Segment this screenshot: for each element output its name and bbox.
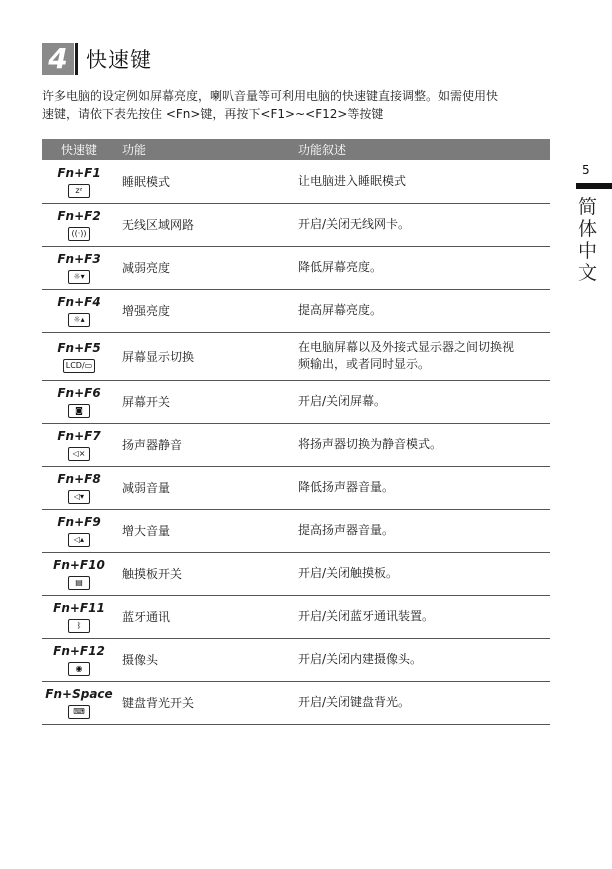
table-row: [42, 203, 550, 246]
hotkey-combo: Fn+F1: [57, 165, 101, 180]
hotkey-combo: Fn+F6: [57, 386, 101, 400]
mute-icon: ◁×: [68, 447, 90, 461]
header-hotkey: 快速键: [42, 139, 116, 160]
side-tab-bar: [576, 183, 612, 189]
function-cell: 扬声器静音: [116, 423, 292, 466]
wireless-icon: ((·)): [68, 227, 90, 241]
description-cell: 开启/关闭无线网卡。: [292, 203, 550, 246]
function-cell: 屏幕显示切换: [116, 332, 292, 380]
table-row: [42, 423, 550, 466]
hotkey-combo: Fn+F5: [57, 340, 101, 355]
hotkey-cell: [42, 203, 116, 246]
description-cell: 开启/关闭内建摄像头。: [292, 638, 550, 681]
sleep-icon: zᶻ: [68, 184, 90, 198]
function-cell: 摄像头: [116, 638, 292, 681]
table-row: [42, 509, 550, 552]
hotkey-cell: [42, 289, 116, 332]
function-cell: 蓝牙通讯: [116, 595, 292, 638]
bluetooth-icon: ᛒ: [68, 619, 90, 633]
description-cell: 让电脑进入睡眠模式: [292, 160, 550, 203]
function-cell: 屏幕开关: [116, 380, 292, 423]
table-row: [42, 681, 550, 724]
hotkey-combo: Fn+F9: [57, 515, 101, 529]
description-cell: 提高屏幕亮度。: [292, 289, 550, 332]
hotkey-combo: Fn+F4: [57, 295, 101, 309]
hotkey-combo: Fn+F7: [57, 429, 101, 443]
hotkey-combo: Fn+F2: [57, 209, 101, 223]
language-label: 简体中文: [578, 196, 598, 284]
table-row: [42, 466, 550, 509]
function-cell: 触摸板开关: [116, 552, 292, 595]
function-cell: 睡眠模式: [116, 160, 292, 203]
description-cell: [292, 332, 550, 380]
hotkey-cell: [42, 638, 116, 681]
function-cell: 减弱亮度: [116, 246, 292, 289]
hotkey-combo: Fn+F11: [53, 601, 105, 615]
description-line-2: 频输出，或者同时显示。: [298, 357, 431, 371]
table-row: [42, 332, 550, 380]
hotkey-cell: [42, 423, 116, 466]
table-header-row: [42, 139, 550, 160]
camera-icon: ◉: [68, 662, 90, 676]
brightness-up-icon: ☼▴: [68, 313, 90, 327]
hotkey-cell: [42, 595, 116, 638]
hotkey-cell: [42, 332, 116, 380]
section-title: 快速键: [86, 48, 152, 72]
table-row: [42, 638, 550, 681]
hotkey-combo: Fn+F3: [57, 252, 101, 266]
hotkey-cell: [42, 380, 116, 423]
intro-line-2: 速键，请依下表先按住 <Fn>键，再按下<F1>~<F12>等按键: [42, 107, 384, 121]
function-cell: 增大音量: [116, 509, 292, 552]
table-row: [42, 160, 550, 203]
description-cell: 开启/关闭键盘背光。: [292, 681, 550, 724]
section-number: 4: [48, 42, 68, 75]
table-row: [42, 552, 550, 595]
volume-down-icon: ◁▾: [68, 490, 90, 504]
table-row: [42, 289, 550, 332]
description-cell: 开启/关闭触摸板。: [292, 552, 550, 595]
hotkey-combo: Fn+F8: [57, 472, 101, 486]
function-cell: 键盘背光开关: [116, 681, 292, 724]
description-cell: 降低屏幕亮度。: [292, 246, 550, 289]
hotkey-combo: Fn+F12: [53, 644, 105, 658]
description-cell: 降低扬声器音量。: [292, 466, 550, 509]
intro-line-1: 许多电脑的设定例如屏幕亮度，喇叭音量等可利用电脑的快速键直接调整。如需使用快: [42, 89, 499, 103]
table-row: [42, 380, 550, 423]
screen-toggle-icon: ◙: [68, 404, 90, 418]
hotkey-cell: [42, 466, 116, 509]
table-row: [42, 595, 550, 638]
section-number-badge: [42, 43, 74, 75]
hotkey-cell: [42, 681, 116, 724]
hotkey-combo: Fn+F10: [53, 558, 105, 572]
description-cell: 开启/关闭屏幕。: [292, 380, 550, 423]
volume-up-icon: ◁▴: [68, 533, 90, 547]
hotkey-combo: Fn+Space: [45, 687, 113, 701]
hotkey-table: [42, 139, 550, 725]
function-cell: 减弱音量: [116, 466, 292, 509]
page-number: 5: [582, 163, 590, 177]
description-cell: 提高扬声器音量。: [292, 509, 550, 552]
description-cell: 开启/关闭蓝牙通讯装置。: [292, 595, 550, 638]
brightness-down-icon: ☼▾: [68, 270, 90, 284]
hotkey-cell: [42, 160, 116, 203]
hotkey-cell: [42, 509, 116, 552]
header-description: 功能叙述: [292, 139, 550, 160]
hotkey-cell: [42, 246, 116, 289]
table-row: [42, 246, 550, 289]
display-switch-icon: LCD/▭: [63, 359, 95, 373]
function-cell: 无线区域网路: [116, 203, 292, 246]
hotkey-cell: [42, 552, 116, 595]
header-function: 功能: [116, 139, 292, 160]
description-line-1: 在电脑屏幕以及外接式显示器之间切换视: [298, 340, 515, 354]
function-cell: 增强亮度: [116, 289, 292, 332]
description-cell: 将扬声器切换为静音模式。: [292, 423, 550, 466]
intro-paragraph: [42, 87, 547, 123]
keyboard-backlight-icon: ⌨: [68, 705, 90, 719]
touchpad-icon: ▤: [68, 576, 90, 590]
section-heading: [42, 42, 152, 76]
